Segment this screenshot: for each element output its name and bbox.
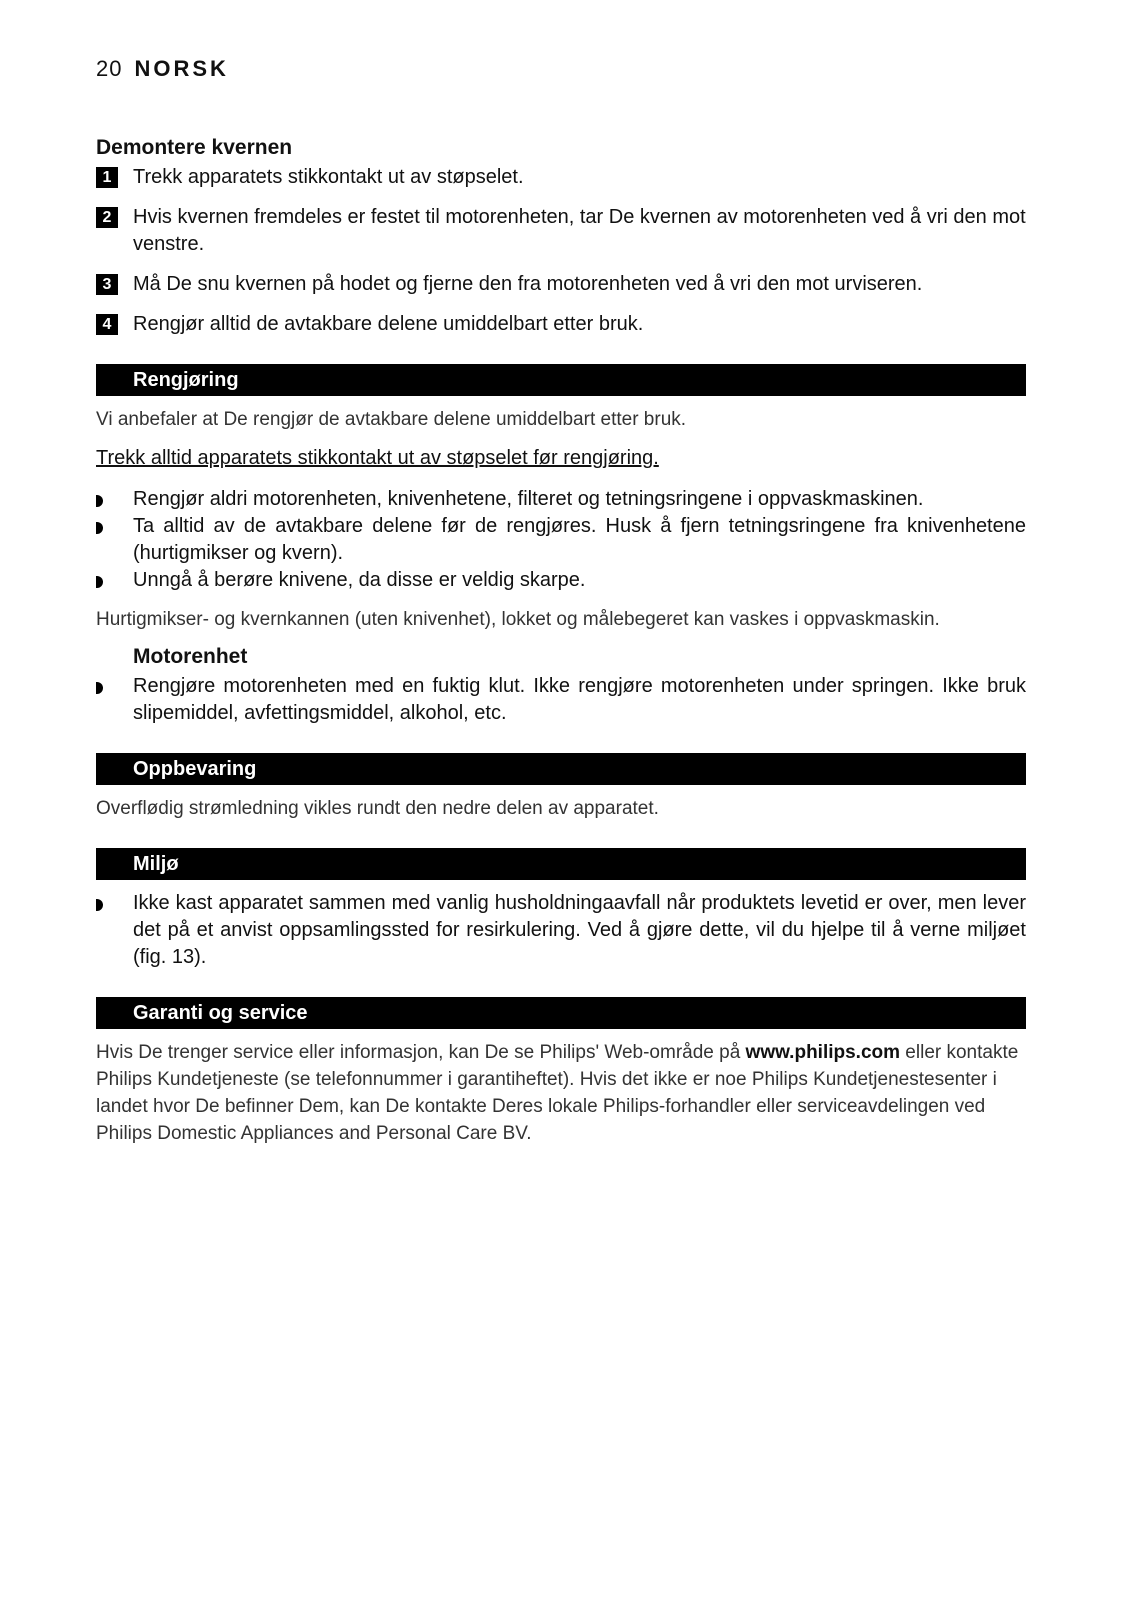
step-text: Rengjør alltid de avtakbare delene umiddelbart etter bruk. — [133, 313, 644, 335]
list-item — [96, 890, 1026, 971]
bullet-text: Unngå å berøre knivene, da disse er veldig skarpe. — [133, 569, 586, 591]
section-title-storage: Oppbevaring — [96, 753, 1026, 785]
page-content — [96, 136, 1026, 1159]
bullet-text: Ikke kast apparatet sammen med vanlig husholdningaavfall når produktets levetid er over, men lever det på et anvist oppsamlingssted for resirkulering. Ved å gjøre dette, vil du hjelpe til å verne miljøet (fig. 13). — [133, 892, 1026, 968]
list-item — [96, 486, 1026, 513]
section-title-guarantee: Garanti og service — [96, 997, 1026, 1029]
motor-heading: Motorenhet — [133, 645, 248, 668]
step-item — [96, 311, 1026, 338]
philips-website-link[interactable]: www.philips.com — [745, 1042, 901, 1063]
bullet-icon — [96, 899, 103, 911]
step-text: Må De snu kvernen på hodet og fjerne den fra motorenheten ved å vri den mot urviseren. — [133, 273, 923, 295]
guarantee-text — [96, 1039, 1026, 1147]
bullet-icon — [96, 522, 103, 534]
step-text: Trekk apparatets stikkontakt ut av støpselet. — [133, 166, 524, 188]
motor-bullet-list — [96, 673, 1026, 727]
storage-text: Overflødig strømledning vikles rundt den nedre delen av apparatet. — [96, 798, 659, 819]
page-number: 20 — [96, 56, 123, 81]
step-number-badge: 3 — [96, 274, 118, 295]
bullet-icon — [96, 682, 103, 694]
step-text: Hvis kvernen fremdeles er festet til motorenheten, tar De kvernen av motorenheten ved å vri den mot venstre. — [133, 206, 1026, 255]
guarantee-text-after: eller kontakte Philips Kundetjeneste (se telefonnummer i garantiheftet). Hvis det ikke er noe Philips Kundetjenestesenter i landet hvor De befinner Dem, kan De kontakte Deres lokale Philips-forhandler eller serviceavdelingen ved Philips Domestic Appliances and Personal Care BV. — [96, 1042, 1019, 1144]
dishwasher-note: Hurtigmikser- og kvernkannen (uten knivenhet), lokket og målebegeret kan vaskes i oppvaskmaskin. — [96, 609, 940, 630]
cleaning-bullet-list — [96, 486, 1026, 594]
bullet-text: Rengjøre motorenheten med en fuktig klut. Ikke rengjøre motorenheten under springen. Ikke bruk slipemiddel, avfettingsmiddel, alkohol, etc. — [133, 675, 1026, 724]
section-title-environment: Miljø — [96, 848, 1026, 880]
list-item — [96, 673, 1026, 727]
step-item — [96, 271, 1026, 298]
bullet-icon — [96, 495, 103, 507]
bullet-text: Rengjør aldri motorenheten, knivenhetene, filteret og tetningsringene i oppvaskmaskinen. — [133, 488, 924, 510]
disassemble-heading: Demontere kvernen — [96, 136, 293, 159]
step-item — [96, 164, 1026, 191]
step-item — [96, 204, 1026, 258]
language-label: NORSK — [134, 56, 229, 81]
environment-bullet-list — [96, 890, 1026, 971]
section-title-cleaning: Rengjøring — [96, 364, 1026, 396]
cleaning-intro: Vi anbefaler at De rengjør de avtakbare delene umiddelbart etter bruk. — [96, 409, 687, 430]
step-number-badge: 1 — [96, 167, 118, 188]
page-header — [96, 56, 229, 82]
step-number-badge: 4 — [96, 314, 118, 335]
list-item — [96, 567, 1026, 594]
guarantee-text-before: Hvis De trenger service eller informasjon, kan De se Philips' Web-område på — [96, 1042, 746, 1063]
cleaning-warning: Trekk alltid apparatets stikkontakt ut av støpselet før rengjøring. — [96, 447, 659, 469]
bullet-text: Ta alltid av de avtakbare delene før de rengjøres. Husk å fjern tetningsringene fra knivenhetene (hurtigmikser og kvern). — [133, 515, 1026, 564]
step-number-badge: 2 — [96, 207, 118, 228]
list-item — [96, 513, 1026, 567]
bullet-icon — [96, 576, 103, 588]
